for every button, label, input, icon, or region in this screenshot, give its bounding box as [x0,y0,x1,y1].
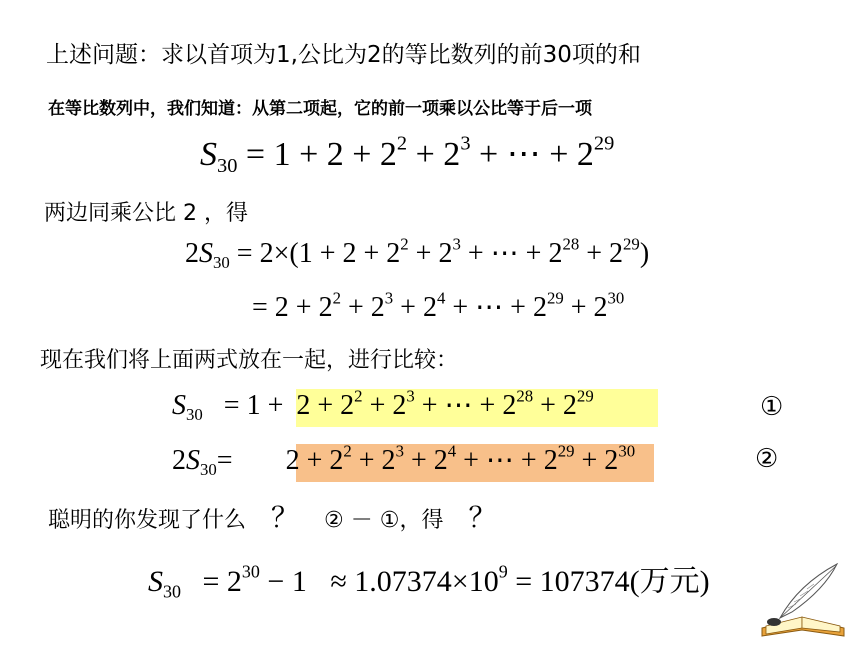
compare-text: 现在我们将上面两式放在一起，进行比较： [40,348,459,373]
question-line: 聪明的你发现了什么 ？ ② － ①，得 ？ [48,501,497,534]
equation-two-marker: ② [755,444,779,474]
equation-one-marker: ① [760,392,784,422]
multiply-step-text: 两边同乘公比 2 ，得 [44,201,248,226]
equation-one: $S_{30} = 1 + 2 + 2^2 + 2^3$ + ⋯ + $2^{28} + 2^{29}$ [172,386,594,424]
quill-book-icon [752,560,852,642]
result-equation: $S_{30} = 2^{30} - 1 \approx 1.07374\times 10^9 = 107374$(万元) [148,561,710,602]
equation-doubled: $2S_{30} = 2\times(1 + 2 + 2^2 + 2^3$ + ⋯ + $2^{28} + 2^{29}$) [185,234,650,272]
equation-two: $2S_{30}= 2 + 2^2 + 2^3 + 2^4$ + ⋯ + $2^{29} + 2^{30}$ [172,441,636,479]
equation-sum: $S_{30} = 1 + 2 + 2^2 + 2^3$ + ⋯ + $2^{29}$ [200,132,615,178]
equation-expanded: = $2 + 2^2 + 2^3 + 2^4$ + ⋯ + $2^{29} + 2^{30}$ [252,288,625,323]
intro-statement: 在等比数列中，我们知道：从第二项起，它的前一项乘以公比等于后一项 [48,99,592,119]
problem-statement: 上述问题：求以首项为1,公比为2的等比数列的前30项的和 [46,42,641,68]
